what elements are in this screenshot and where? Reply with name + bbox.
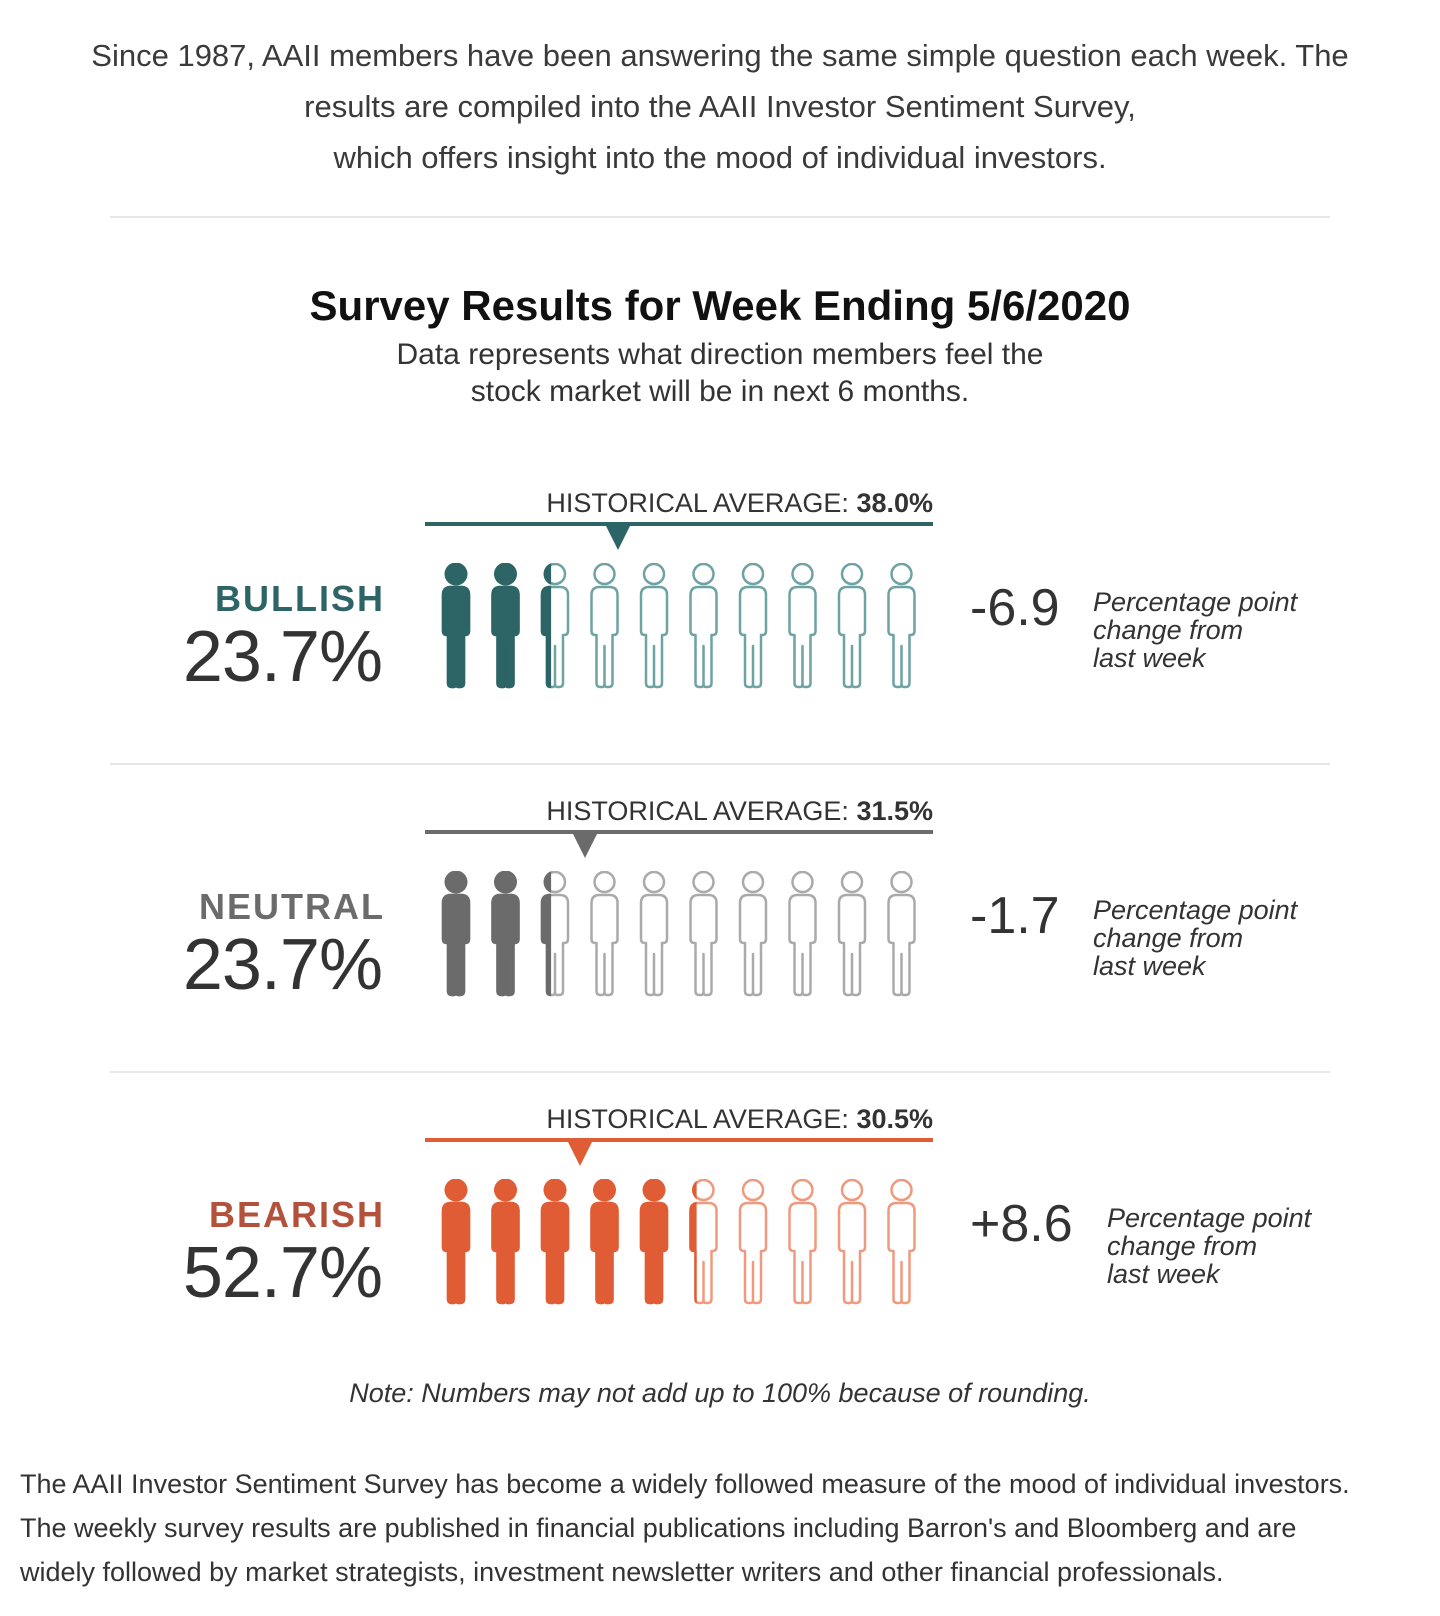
category-value: 23.7%	[182, 925, 382, 1005]
person-icon	[592, 872, 618, 995]
change-note	[1107, 1204, 1311, 1288]
person-icon	[691, 1179, 717, 1303]
person-icon	[740, 872, 766, 995]
person-icon	[443, 1179, 469, 1303]
person-icon	[839, 1180, 865, 1303]
change-note-line: Percentage point	[1107, 1203, 1312, 1233]
change-note-line: Percentage point	[1093, 895, 1298, 925]
change-note-line: change from	[1093, 615, 1244, 645]
category-label: BULLISH	[215, 578, 385, 619]
subtitle-line: stock market will be in next 6 months.	[470, 375, 970, 408]
historical-average-marker	[567, 1140, 593, 1166]
change-note	[1093, 896, 1297, 980]
chart-title: Survey Results for Week Ending 5/6/2020	[309, 282, 1131, 329]
person-icon	[493, 563, 519, 687]
person-icon	[691, 872, 717, 995]
historical-average-value: 31.5%	[856, 796, 933, 826]
category-value: 23.7%	[182, 617, 382, 697]
person-icon	[889, 564, 915, 687]
category-label: NEUTRAL	[199, 886, 385, 927]
change-note-line: change from	[1093, 923, 1244, 953]
divider	[110, 1071, 1330, 1073]
historical-average-marker	[605, 524, 631, 550]
historical-average-label	[425, 488, 933, 519]
bullish-section	[0, 488, 1440, 778]
intro-line: which offers insight into the mood of individual investors.	[333, 140, 1107, 175]
person-icon	[641, 1179, 667, 1303]
people-pictogram	[425, 563, 935, 693]
person-icon	[889, 872, 915, 995]
outro-line: widely followed by market strategists, investment newsletter writers and other financial professionals.	[20, 1557, 1224, 1587]
change-value: +8.6	[970, 1195, 1073, 1253]
person-icon	[592, 564, 618, 687]
change-value: -1.7	[970, 887, 1060, 945]
divider	[110, 216, 1330, 218]
historical-average-label	[425, 1104, 933, 1135]
person-icon	[641, 564, 667, 687]
change-value: -6.9	[970, 579, 1060, 637]
intro-line: results are compiled into the AAII Investor Sentiment Survey,	[304, 89, 1136, 124]
historical-average-value: 38.0%	[856, 488, 933, 518]
historical-average-marker	[572, 832, 598, 858]
person-icon	[790, 872, 816, 995]
person-icon	[740, 1180, 766, 1303]
person-icon	[443, 871, 469, 995]
outro-line: The weekly survey results are published in financial publications including Barron's and Bloomberg and are	[20, 1513, 1297, 1543]
person-icon	[641, 872, 667, 995]
historical-average-caption: HISTORICAL AVERAGE:	[546, 796, 857, 826]
change-note-line: Percentage point	[1093, 587, 1298, 617]
person-icon	[839, 564, 865, 687]
rounding-note: Note: Numbers may not add up to 100% because of rounding.	[349, 1378, 1091, 1408]
change-note-line: change from	[1107, 1231, 1258, 1261]
historical-average-label	[425, 796, 933, 827]
historical-average-caption: HISTORICAL AVERAGE:	[546, 1104, 857, 1134]
subtitle-line: Data represents what direction members feel the	[396, 338, 1044, 371]
people-pictogram	[425, 871, 935, 1001]
historical-average-caption: HISTORICAL AVERAGE:	[546, 488, 857, 518]
change-note-line: last week	[1093, 643, 1206, 673]
person-icon	[889, 1180, 915, 1303]
person-icon	[691, 564, 717, 687]
chart-subtitle	[0, 336, 1440, 410]
historical-average-line	[425, 830, 933, 834]
category-value: 52.7%	[182, 1233, 382, 1313]
intro-text	[40, 30, 1400, 183]
change-note-line: last week	[1107, 1259, 1220, 1289]
category-label: BEARISH	[208, 1194, 385, 1235]
person-icon	[790, 1180, 816, 1303]
person-icon	[740, 564, 766, 687]
intro-line: Since 1987, AAII members have been answering the same simple question each week. The	[91, 38, 1349, 73]
people-pictogram	[425, 1179, 935, 1309]
divider	[110, 763, 1330, 765]
person-icon	[493, 871, 519, 995]
person-icon	[443, 563, 469, 687]
person-icon	[542, 871, 568, 995]
bearish-section	[0, 1104, 1440, 1394]
person-icon	[542, 1179, 568, 1303]
person-icon	[790, 564, 816, 687]
outro-text	[20, 1462, 1420, 1594]
person-icon	[542, 563, 568, 687]
historical-average-line	[425, 1138, 933, 1142]
person-icon	[493, 1179, 519, 1303]
change-note	[1093, 588, 1297, 672]
outro-line: The AAII Investor Sentiment Survey has become a widely followed measure of the mood of individual investors.	[20, 1469, 1350, 1499]
person-icon	[592, 1179, 618, 1303]
change-note-line: last week	[1093, 951, 1206, 981]
historical-average-value: 30.5%	[856, 1104, 933, 1134]
historical-average-line	[425, 522, 933, 526]
neutral-section	[0, 796, 1440, 1086]
person-icon	[839, 872, 865, 995]
